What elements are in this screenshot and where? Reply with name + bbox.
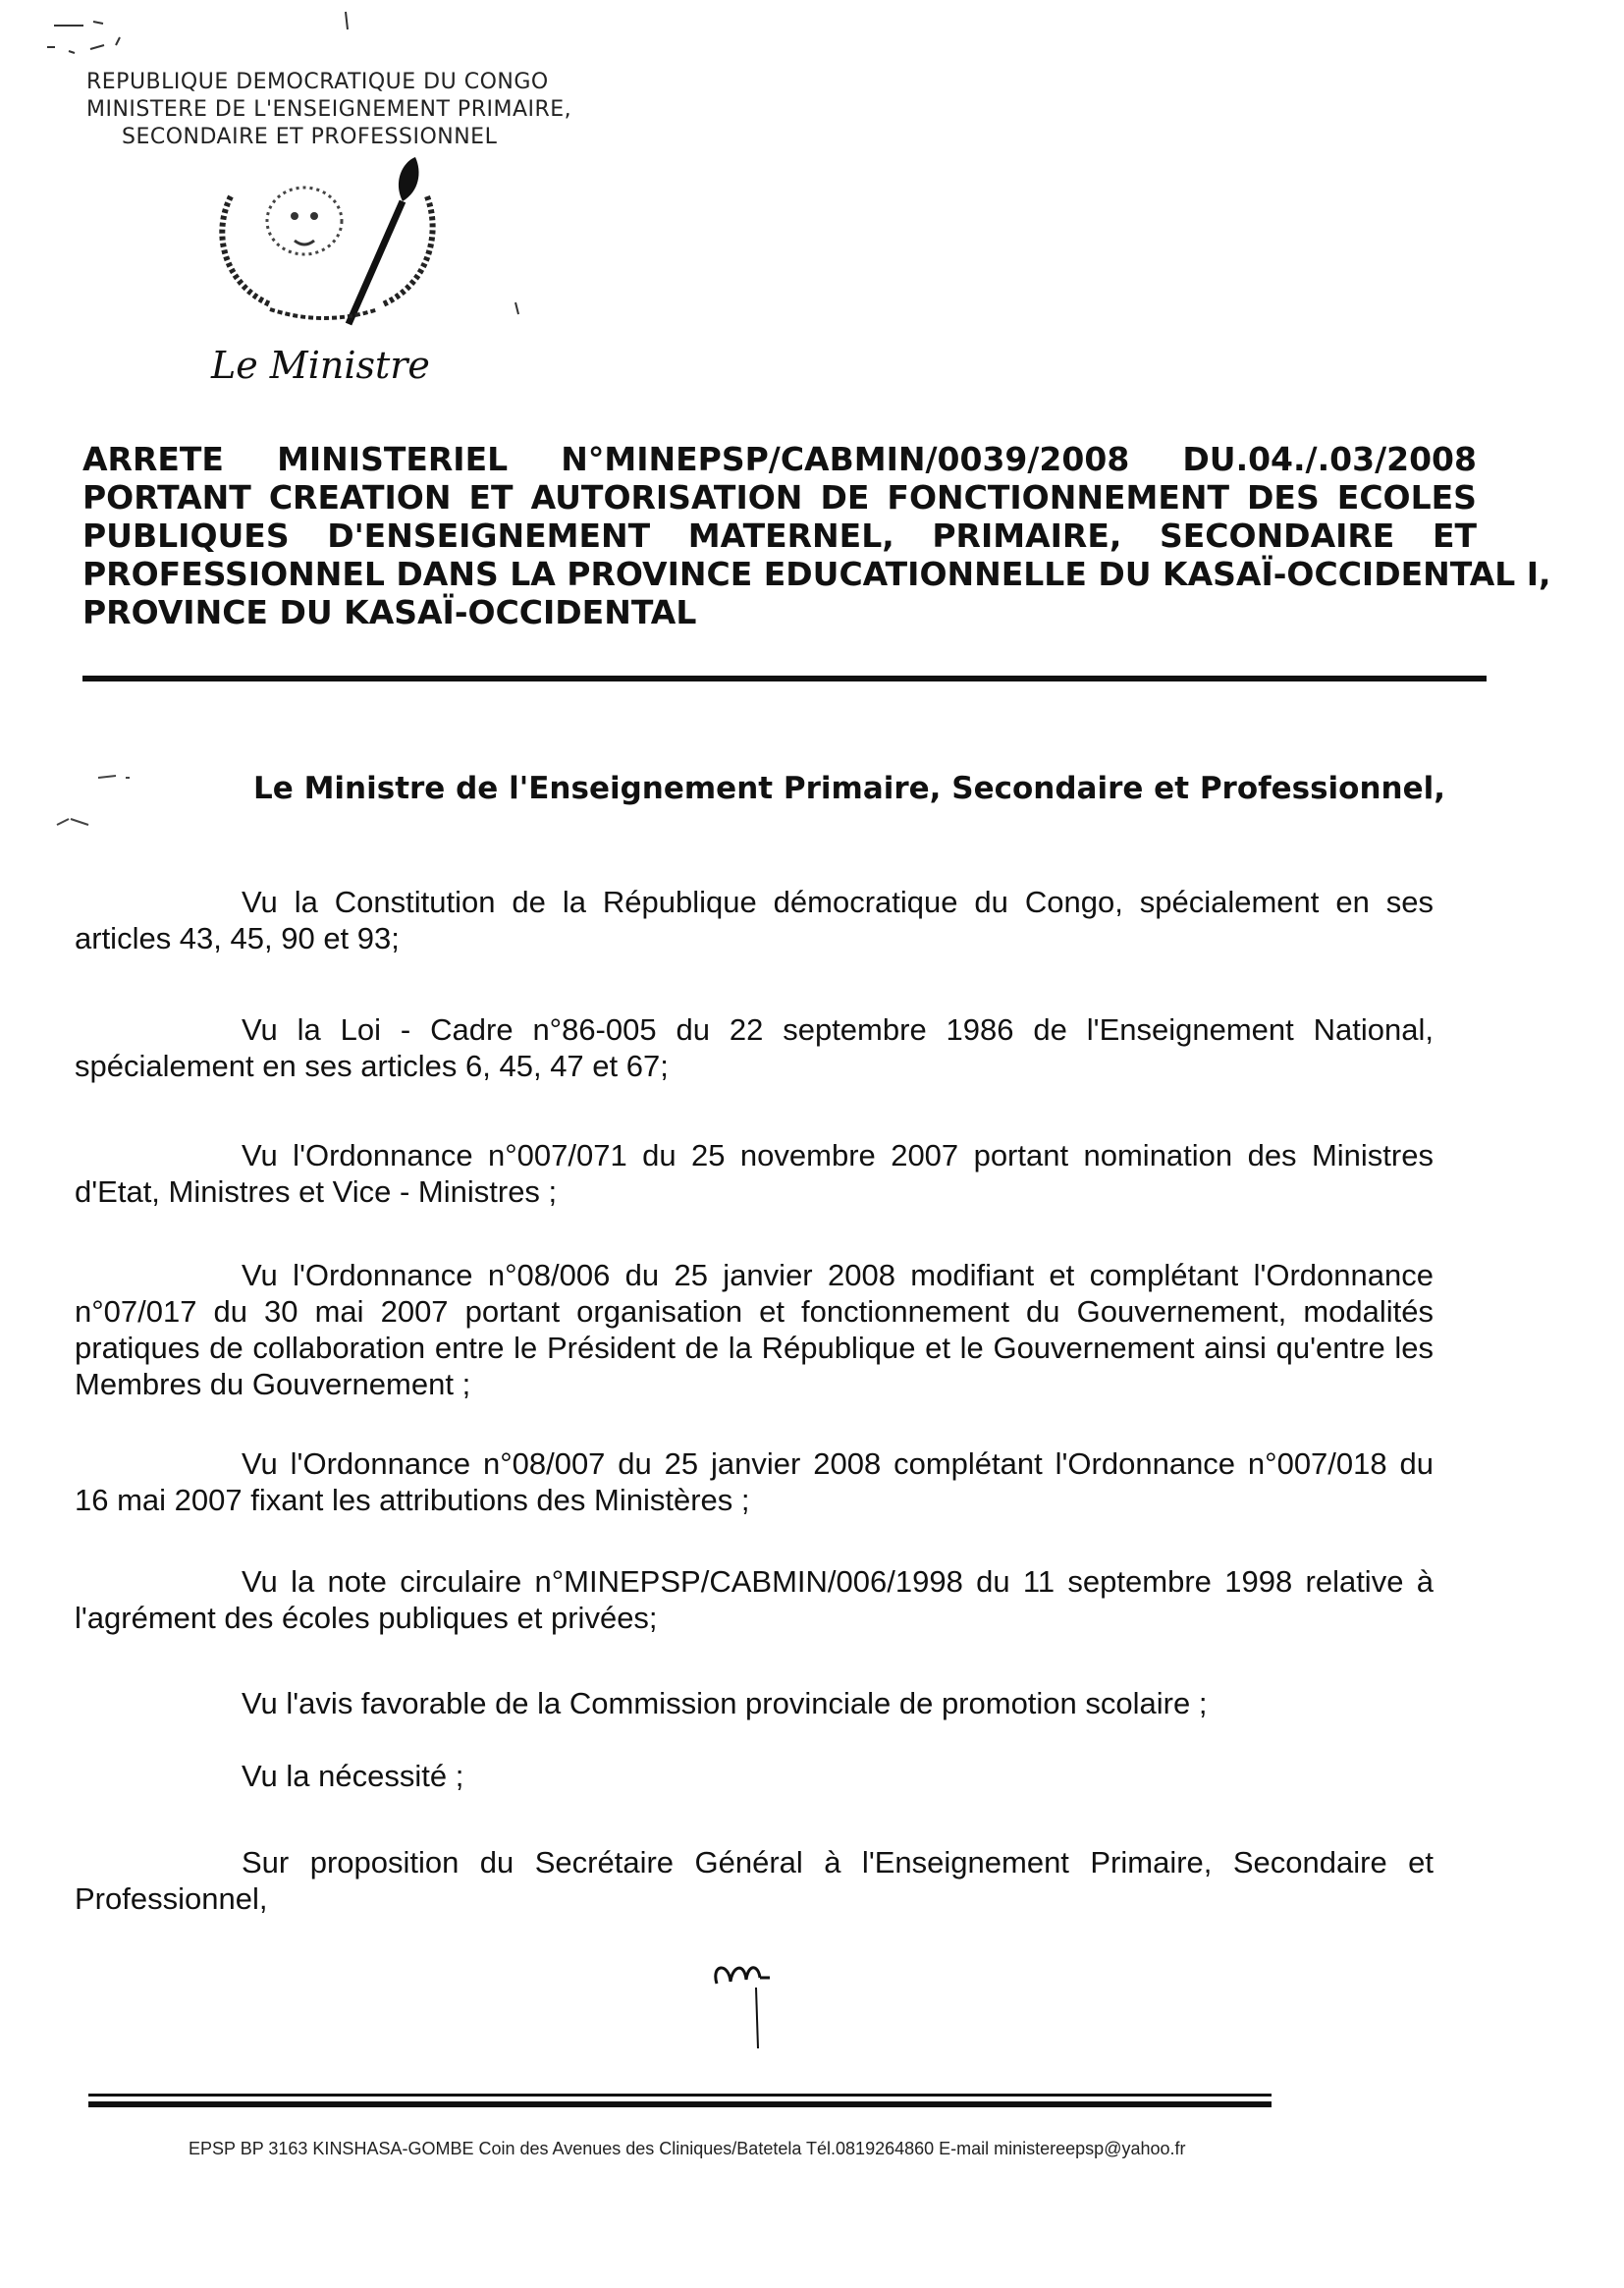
title-word: DE: [820, 478, 870, 517]
letterhead-ministry: MINISTERE DE L'ENSEIGNEMENT PRIMAIRE,: [86, 97, 572, 122]
title-word: MINISTERIEL: [277, 440, 509, 478]
considerant-paragraph: Vu l'Ordonnance n°08/007 du 25 janvier 2008 complétant l'Ordonnance n°007/018 du 16 mai 2007 fixant les attributions des Ministères ;: [75, 1446, 1434, 1517]
title-line-4: PROFESSIONNEL DANS LA PROVINCE EDUCATIONNELLE DU KASAÏ-OCCIDENTAL I,: [82, 555, 1551, 593]
title-word: PRIMAIRE,: [932, 517, 1122, 555]
considerant-paragraph: Vu l'Ordonnance n°08/006 du 25 janvier 2008 modifiant et complétant l'Ordonnance n°07/017 du 30 mai 2007 portant organisation et fonctionnement du Gouvernement, modalités pratiques de collaboration entre le Président de la République et le Gouvernement ainsi qu'entre les Membres du Gouvernement ;: [75, 1258, 1434, 1401]
title-word: AUTORISATION: [530, 478, 803, 517]
title-line-1: [82, 440, 1477, 478]
footer-rule-thick: [88, 2101, 1272, 2107]
considerant-paragraph: Vu la nécessité ;: [242, 1759, 464, 1793]
considerant-paragraph: Vu l'avis favorable de la Commission provinciale de promotion scolaire ;: [242, 1686, 1208, 1720]
decree-number: N°MINEPSP/CABMIN/0039/2008: [561, 440, 1130, 478]
letterhead-republic: REPUBLIQUE DEMOCRATIQUE DU CONGO: [86, 70, 549, 94]
title-line-5: PROVINCE DU KASAÏ-OCCIDENTAL: [82, 593, 697, 631]
considerant-paragraph: Vu la Loi - Cadre n°86-005 du 22 septembre 1986 de l'Enseignement National, spécialement en ses articles 6, 45, 47 et 67;: [75, 1012, 1434, 1083]
title-word: DES: [1247, 478, 1320, 517]
title-word: FONCTIONNEMENT: [887, 478, 1229, 517]
title-word: ARRETE: [82, 440, 224, 478]
considerant-paragraph: Vu la note circulaire n°MINEPSP/CABMIN/006/1998 du 11 septembre 1998 relative à l'agrément des écoles publiques et privées;: [75, 1564, 1434, 1635]
title-word: D'ENSEIGNEMENT: [327, 517, 651, 555]
footer-address: EPSP BP 3163 KINSHASA-GOMBE Coin des Avenues des Cliniques/Batetela Tél.0819264860 E-mail ministereepsp@yahoo.fr: [189, 2139, 1186, 2158]
decree-title: [82, 440, 1551, 631]
letterhead: [86, 69, 571, 151]
considerant-paragraph: Sur proposition du Secrétaire Général à l'Enseignement Primaire, Secondaire et Professionnel,: [75, 1845, 1434, 1916]
letterhead-ministry-cont: SECONDAIRE ET PROFESSIONNEL: [122, 125, 498, 149]
title-word: SECONDAIRE: [1159, 517, 1395, 555]
title-word: ET: [1432, 517, 1477, 555]
title-word: CREATION: [268, 478, 452, 517]
preamble-heading: Le Ministre de l'Enseignement Primaire, Secondaire et Professionnel,: [253, 771, 1446, 806]
title-line-2: [82, 478, 1477, 517]
title-word: ECOLES: [1336, 478, 1477, 517]
considerant-paragraph: Vu l'Ordonnance n°007/071 du 25 novembre 2007 portant nomination des Ministres d'Etat, Ministres et Vice - Ministres ;: [75, 1138, 1434, 1209]
title-word: MATERNEL,: [687, 517, 894, 555]
considerant-paragraph: Vu la Constitution de la République démocratique du Congo, spécialement en ses articles 43, 45, 90 et 93;: [75, 885, 1434, 955]
footer-rule-thin: [88, 2094, 1272, 2097]
handwritten-initials-icon: [709, 1954, 807, 2052]
title-separator: [82, 676, 1487, 681]
decree-date: DU.04./.03/2008: [1182, 440, 1477, 478]
title-word: PUBLIQUES: [82, 517, 290, 555]
coat-of-arms-icon: [201, 157, 457, 334]
title-word: PORTANT: [82, 478, 251, 517]
signature-heading: Le Ministre: [211, 344, 430, 387]
title-line-3: [82, 517, 1477, 555]
title-word: ET: [468, 478, 514, 517]
